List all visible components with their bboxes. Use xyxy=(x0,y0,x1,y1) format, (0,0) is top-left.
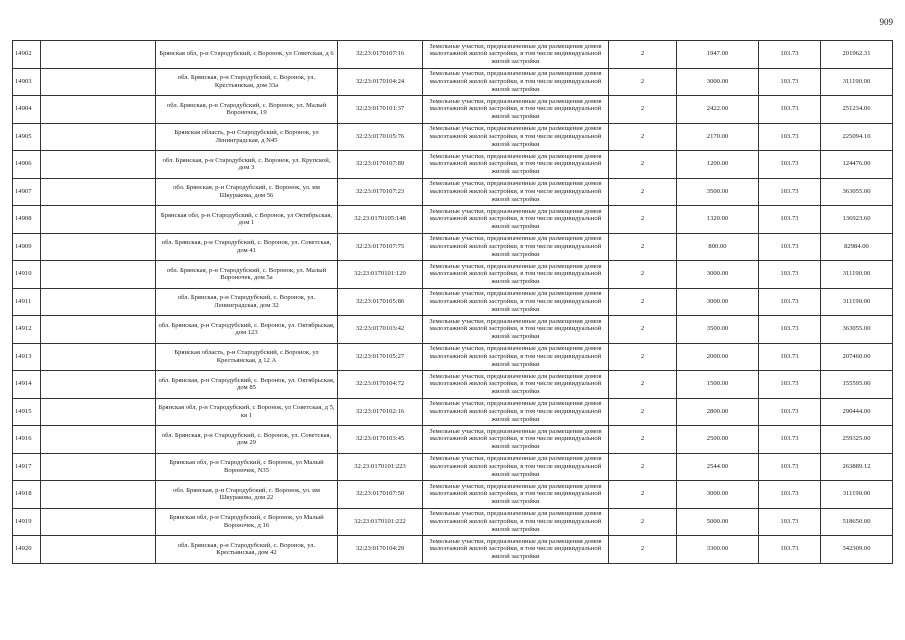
cadastral-number-cell: 32:23:0170105:86 xyxy=(338,288,423,316)
address-cell: обл. Брянская, р-н Стародубский, с. Воронок, ул. Октябрьская, дом 123 xyxy=(156,316,338,344)
rate-cell: 103.73 xyxy=(759,151,821,179)
cadastral-number-cell: 32:23:0170107:75 xyxy=(338,233,423,261)
rate-cell: 103.73 xyxy=(759,481,821,509)
cadastral-cost-cell: 518650.00 xyxy=(821,508,893,536)
blank-cell xyxy=(41,233,156,261)
cadastral-cost-cell: 225094.10 xyxy=(821,123,893,151)
record-number-cell: 14909 xyxy=(13,233,41,261)
area-cell: 3000.00 xyxy=(677,288,759,316)
record-number-cell: 14916 xyxy=(13,426,41,454)
rate-cell: 103.73 xyxy=(759,123,821,151)
record-number-cell: 14910 xyxy=(13,261,41,289)
record-number-cell: 14911 xyxy=(13,288,41,316)
address-cell: обл. Брянская, р-н Стародубский, с. Воронок, ул. Крестьянская, дом 42 xyxy=(156,536,338,564)
category-cell: 2 xyxy=(609,206,677,234)
cadastral-cost-cell: 251234.06 xyxy=(821,96,893,124)
rate-cell: 103.73 xyxy=(759,96,821,124)
address-cell: обл. Брянская, р-н Стародубский, с. Воронок, ул. Крестьянская, дом 33а xyxy=(156,68,338,96)
cadastral-number-cell: 32:23:0170104:29 xyxy=(338,536,423,564)
category-cell: 2 xyxy=(609,508,677,536)
rate-cell: 103.73 xyxy=(759,233,821,261)
area-cell: 3300.00 xyxy=(677,536,759,564)
table-row xyxy=(13,41,893,69)
category-cell: 2 xyxy=(609,536,677,564)
land-use-purpose-cell: Земельные участки, предназначенные для размещения домов малоэтажной жилой застройки, в том числе индивидуальной жилой застройки xyxy=(423,96,609,124)
blank-cell xyxy=(41,151,156,179)
category-cell: 2 xyxy=(609,343,677,371)
address-cell: Брянская обл, р-н Стародубский, с Воронок, ул Советская, д 5, кв 1 xyxy=(156,398,338,426)
cadastral-cost-cell: 136923.60 xyxy=(821,206,893,234)
address-cell: обл. Брянская, р-н Стародубский, с. Воронок, ул. Октябрьская, дом 85 xyxy=(156,371,338,399)
land-use-purpose-cell: Земельные участки, предназначенные для размещения домов малоэтажной жилой застройки, в том числе индивидуальной жилой застройки xyxy=(423,288,609,316)
area-cell: 2000.00 xyxy=(677,343,759,371)
category-cell: 2 xyxy=(609,68,677,96)
land-use-purpose-cell: Земельные участки, предназначенные для размещения домов малоэтажной жилой застройки, в том числе индивидуальной жилой застройки xyxy=(423,426,609,454)
cadastral-cost-cell: 311190.00 xyxy=(821,481,893,509)
cadastral-number-cell: 32:23:0170102:16 xyxy=(338,398,423,426)
land-use-purpose-cell: Земельные участки, предназначенные для размещения домов малоэтажной жилой застройки, в том числе индивидуальной жилой застройки xyxy=(423,316,609,344)
area-cell: 1947.00 xyxy=(677,41,759,69)
category-cell: 2 xyxy=(609,123,677,151)
cadastral-number-cell: 32:23:0170105:148 xyxy=(338,206,423,234)
address-cell: обл. Брянская, р-н Стародубский, с. Воронок, ул. им Шкуракова, дом 22 xyxy=(156,481,338,509)
cadastral-number-cell: 32:23:0170107:16 xyxy=(338,41,423,69)
blank-cell xyxy=(41,316,156,344)
category-cell: 2 xyxy=(609,288,677,316)
land-use-purpose-cell: Земельные участки, предназначенные для размещения домов малоэтажной жилой застройки, в том числе индивидуальной жилой застройки xyxy=(423,151,609,179)
category-cell: 2 xyxy=(609,233,677,261)
blank-cell xyxy=(41,288,156,316)
rate-cell: 103.73 xyxy=(759,316,821,344)
land-use-purpose-cell: Земельные участки, предназначенные для размещения домов малоэтажной жилой застройки, в том числе индивидуальной жилой застройки xyxy=(423,453,609,481)
category-cell: 2 xyxy=(609,371,677,399)
blank-cell xyxy=(41,426,156,454)
address-cell: Брянская обл, р-н Стародубский, с Воронок, ул Октябрьская, дом 1 xyxy=(156,206,338,234)
table-row xyxy=(13,178,893,206)
category-cell: 2 xyxy=(609,41,677,69)
cadastral-cost-cell: 155595.00 xyxy=(821,371,893,399)
land-use-purpose-cell: Земельные участки, предназначенные для размещения домов малоэтажной жилой застройки, в том числе индивидуальной жилой застройки xyxy=(423,371,609,399)
cadastral-cost-cell: 207460.00 xyxy=(821,343,893,371)
table-row xyxy=(13,96,893,124)
rate-cell: 103.73 xyxy=(759,426,821,454)
cadastral-number-cell: 32:23:0170101:37 xyxy=(338,96,423,124)
blank-cell xyxy=(41,508,156,536)
blank-cell xyxy=(41,536,156,564)
table-row xyxy=(13,233,893,261)
area-cell: 1500.00 xyxy=(677,371,759,399)
cadastral-cost-cell: 259325.00 xyxy=(821,426,893,454)
table-row xyxy=(13,343,893,371)
rate-cell: 103.73 xyxy=(759,508,821,536)
area-cell: 800.00 xyxy=(677,233,759,261)
rate-cell: 103.73 xyxy=(759,343,821,371)
table-row xyxy=(13,453,893,481)
record-number-cell: 14915 xyxy=(13,398,41,426)
cadastral-number-cell: 32:23:0170101:223 xyxy=(338,453,423,481)
cadastral-cost-cell: 311190.00 xyxy=(821,68,893,96)
record-number-cell: 14917 xyxy=(13,453,41,481)
address-cell: обл. Брянская, р-н Стародубский, с. Воронок, ул. Советская, дом 29 xyxy=(156,426,338,454)
registry-body xyxy=(13,41,893,564)
cadastral-number-cell: 32:23:0170104:24 xyxy=(338,68,423,96)
rate-cell: 103.73 xyxy=(759,536,821,564)
cadastral-number-cell: 32:23:0170105:27 xyxy=(338,343,423,371)
rate-cell: 103.73 xyxy=(759,288,821,316)
table-row xyxy=(13,371,893,399)
table-row xyxy=(13,481,893,509)
area-cell: 2500.00 xyxy=(677,426,759,454)
rate-cell: 103.73 xyxy=(759,41,821,69)
cadastral-number-cell: 32:23:0170103:42 xyxy=(338,316,423,344)
area-cell: 3000.00 xyxy=(677,481,759,509)
record-number-cell: 14908 xyxy=(13,206,41,234)
cadastral-number-cell: 32:23:0170103:45 xyxy=(338,426,423,454)
address-cell: обл. Брянская, р-н Стародубский, с. Воронок, ул. им Шкуракова, дом 56 xyxy=(156,178,338,206)
land-use-purpose-cell: Земельные участки, предназначенные для размещения домов малоэтажной жилой застройки, в том числе индивидуальной жилой застройки xyxy=(423,206,609,234)
area-cell: 3500.00 xyxy=(677,316,759,344)
page-number: 909 xyxy=(879,17,893,27)
category-cell: 2 xyxy=(609,398,677,426)
cadastral-number-cell: 32:23:0170107:23 xyxy=(338,178,423,206)
table-row xyxy=(13,508,893,536)
land-use-purpose-cell: Земельные участки, предназначенные для размещения домов малоэтажной жилой застройки, в том числе индивидуальной жилой застройки xyxy=(423,481,609,509)
rate-cell: 103.73 xyxy=(759,261,821,289)
record-number-cell: 14918 xyxy=(13,481,41,509)
address-cell: Брянская область, р-н Стародубский, с Воронок, ул Ленинградская, д N45 xyxy=(156,123,338,151)
table-row xyxy=(13,206,893,234)
land-use-purpose-cell: Земельные участки, предназначенные для размещения домов малоэтажной жилой застройки, в том числе индивидуальной жилой застройки xyxy=(423,123,609,151)
blank-cell xyxy=(41,123,156,151)
table-row xyxy=(13,261,893,289)
area-cell: 1200.00 xyxy=(677,151,759,179)
category-cell: 2 xyxy=(609,453,677,481)
area-cell: 5000.00 xyxy=(677,508,759,536)
address-cell: обл. Брянская, р-н Стародубский, с. Воронок, ул. Малый Вороночек, дом 5а xyxy=(156,261,338,289)
blank-cell xyxy=(41,96,156,124)
category-cell: 2 xyxy=(609,316,677,344)
area-cell: 2544.00 xyxy=(677,453,759,481)
table-row xyxy=(13,68,893,96)
area-cell: 2422.00 xyxy=(677,96,759,124)
record-number-cell: 14905 xyxy=(13,123,41,151)
blank-cell xyxy=(41,343,156,371)
cadastral-cost-cell: 263889.12 xyxy=(821,453,893,481)
cadastral-number-cell: 32:23:0170105:76 xyxy=(338,123,423,151)
address-cell: Брянская обл, р-н Стародубский, с Воронок, ул Малый Вороночек, N35 xyxy=(156,453,338,481)
blank-cell xyxy=(41,41,156,69)
blank-cell xyxy=(41,371,156,399)
rate-cell: 103.73 xyxy=(759,453,821,481)
area-cell: 2800.00 xyxy=(677,398,759,426)
table-row xyxy=(13,536,893,564)
land-use-purpose-cell: Земельные участки, предназначенные для размещения домов малоэтажной жилой застройки, в том числе индивидуальной жилой застройки xyxy=(423,68,609,96)
cadastral-number-cell: 32:23:0170101:120 xyxy=(338,261,423,289)
category-cell: 2 xyxy=(609,178,677,206)
category-cell: 2 xyxy=(609,96,677,124)
land-use-purpose-cell: Земельные участки, предназначенные для размещения домов малоэтажной жилой застройки, в том числе индивидуальной жилой застройки xyxy=(423,508,609,536)
rate-cell: 103.73 xyxy=(759,178,821,206)
cadastral-number-cell: 32:23:0170107:50 xyxy=(338,481,423,509)
land-use-purpose-cell: Земельные участки, предназначенные для размещения домов малоэтажной жилой застройки, в том числе индивидуальной жилой застройки xyxy=(423,398,609,426)
area-cell: 3500.00 xyxy=(677,178,759,206)
table-row xyxy=(13,426,893,454)
cadastral-cost-cell: 124476.00 xyxy=(821,151,893,179)
record-number-cell: 14912 xyxy=(13,316,41,344)
address-cell: Брянская обл, р-н Стародубский, с Воронок, ул Советская, д 6 xyxy=(156,41,338,69)
area-cell: 3000.00 xyxy=(677,261,759,289)
category-cell: 2 xyxy=(609,151,677,179)
record-number-cell: 14902 xyxy=(13,41,41,69)
cadastral-cost-cell: 82984.00 xyxy=(821,233,893,261)
land-use-purpose-cell: Земельные участки, предназначенные для размещения домов малоэтажной жилой застройки, в том числе индивидуальной жилой застройки xyxy=(423,41,609,69)
cadastral-cost-cell: 363055.00 xyxy=(821,316,893,344)
category-cell: 2 xyxy=(609,481,677,509)
address-cell: обл. Брянская, р-н Стародубский, с. Воронок, ул. Малый Вороночек, 19 xyxy=(156,96,338,124)
rate-cell: 103.73 xyxy=(759,371,821,399)
table-row xyxy=(13,123,893,151)
land-use-purpose-cell: Земельные участки, предназначенные для размещения домов малоэтажной жилой застройки, в том числе индивидуальной жилой застройки xyxy=(423,343,609,371)
blank-cell xyxy=(41,68,156,96)
cadastral-cost-cell: 290444.00 xyxy=(821,398,893,426)
category-cell: 2 xyxy=(609,426,677,454)
address-cell: обл. Брянская, р-н Стародубский, с. Воронок, ул. Ленинградская, дом 32 xyxy=(156,288,338,316)
cadastral-cost-cell: 201962.31 xyxy=(821,41,893,69)
blank-cell xyxy=(41,453,156,481)
record-number-cell: 14920 xyxy=(13,536,41,564)
cadastral-number-cell: 32:23:0170107:89 xyxy=(338,151,423,179)
table-row xyxy=(13,288,893,316)
land-registry-table xyxy=(12,40,893,564)
address-cell: Брянская область, р-н Стародубский, с Воронок, ул Крестьянская, д 12 А xyxy=(156,343,338,371)
record-number-cell: 14907 xyxy=(13,178,41,206)
record-number-cell: 14903 xyxy=(13,68,41,96)
area-cell: 2170.00 xyxy=(677,123,759,151)
record-number-cell: 14913 xyxy=(13,343,41,371)
land-use-purpose-cell: Земельные участки, предназначенные для размещения домов малоэтажной жилой застройки, в том числе индивидуальной жилой застройки xyxy=(423,261,609,289)
rate-cell: 103.73 xyxy=(759,206,821,234)
record-number-cell: 14914 xyxy=(13,371,41,399)
land-use-purpose-cell: Земельные участки, предназначенные для размещения домов малоэтажной жилой застройки, в том числе индивидуальной жилой застройки xyxy=(423,233,609,261)
table-row xyxy=(13,316,893,344)
area-cell: 3000.00 xyxy=(677,68,759,96)
category-cell: 2 xyxy=(609,261,677,289)
blank-cell xyxy=(41,206,156,234)
land-use-purpose-cell: Земельные участки, предназначенные для размещения домов малоэтажной жилой застройки, в том числе индивидуальной жилой застройки xyxy=(423,178,609,206)
record-number-cell: 14906 xyxy=(13,151,41,179)
address-cell: Брянская обл, р-н Стародубский, с Воронок, ул Малый Вороночек, д 16 xyxy=(156,508,338,536)
cadastral-cost-cell: 311190.00 xyxy=(821,261,893,289)
table-row xyxy=(13,151,893,179)
address-cell: обл. Брянская, р-н Стародубский, с. Воронок, ул. Крупской, дом 3 xyxy=(156,151,338,179)
cadastral-number-cell: 32:23:0170101:222 xyxy=(338,508,423,536)
area-cell: 1320.00 xyxy=(677,206,759,234)
cadastral-number-cell: 32:23:0170104:72 xyxy=(338,371,423,399)
record-number-cell: 14904 xyxy=(13,96,41,124)
rate-cell: 103.73 xyxy=(759,68,821,96)
cadastral-cost-cell: 311190.00 xyxy=(821,288,893,316)
cadastral-cost-cell: 342309.00 xyxy=(821,536,893,564)
blank-cell xyxy=(41,398,156,426)
blank-cell xyxy=(41,261,156,289)
record-number-cell: 14919 xyxy=(13,508,41,536)
table-row xyxy=(13,398,893,426)
blank-cell xyxy=(41,178,156,206)
address-cell: обл. Брянская, р-н Стародубский, с. Воронок, ул. Советская, дом 41 xyxy=(156,233,338,261)
blank-cell xyxy=(41,481,156,509)
land-use-purpose-cell: Земельные участки, предназначенные для размещения домов малоэтажной жилой застройки, в том числе индивидуальной жилой застройки xyxy=(423,536,609,564)
rate-cell: 103.73 xyxy=(759,398,821,426)
cadastral-cost-cell: 363055.00 xyxy=(821,178,893,206)
